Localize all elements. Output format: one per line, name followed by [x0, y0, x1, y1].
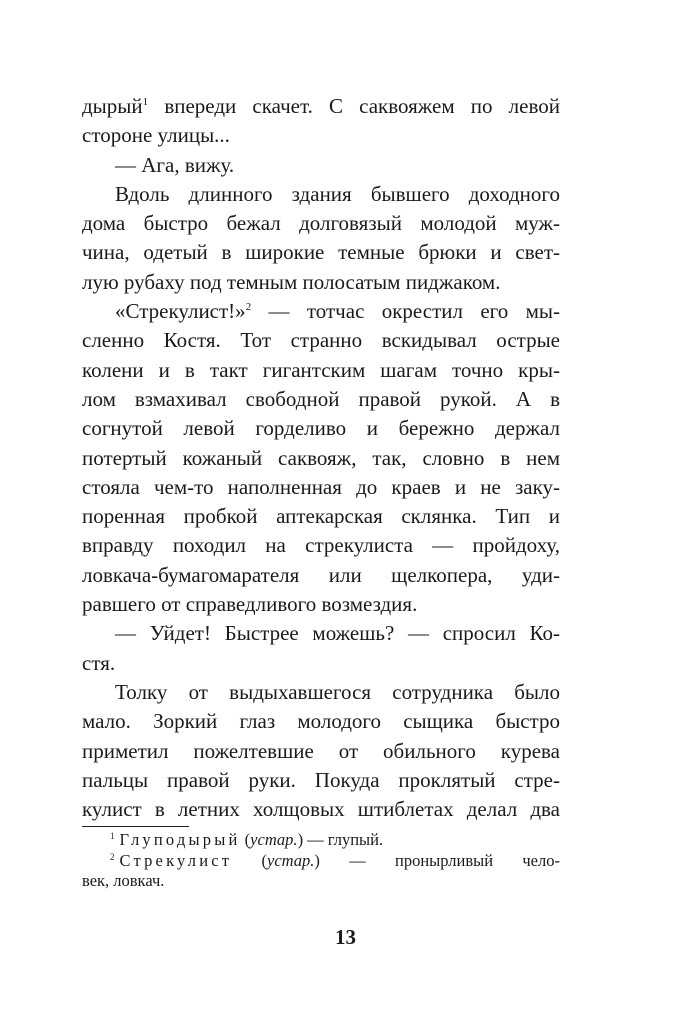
text-line: стороне улицы...: [82, 123, 230, 148]
text-line: — Уйдет! Быстрее можешь? — спросил Ко-: [115, 621, 560, 646]
text-line: дома быстро бежал долговязый молодой муж-: [82, 211, 560, 236]
footnotes: [82, 830, 560, 892]
text-line: Толку от выдыхавшегося сотрудника было: [115, 679, 560, 704]
text-line: стояла чем-то наполненная до краев и не заку-: [82, 474, 560, 499]
text-line: мало. Зоркий глаз молодого сыщика быстро: [82, 709, 560, 734]
text-line: сленно Костя. Тот странно вскидывал острые: [82, 328, 560, 353]
footnote-2: $^2$ Стрекулист (устар.) — пронырливый чело-: [110, 850, 560, 870]
text-line: лую рубаху под темным полосатым пиджаком.: [82, 269, 501, 294]
footnote-term: Глуподырый: [119, 830, 241, 849]
text-line: кулист в летних холщовых штиблетах делал два: [82, 797, 560, 822]
footnote-ref-1[interactable]: 1: [142, 96, 149, 108]
text-line: потертый кожаный саквояж, так, словно в нем: [82, 445, 560, 470]
text-line: вправду походил на стрекулиста — пройдоху,: [82, 533, 560, 558]
footnote-ref-2[interactable]: 2: [245, 301, 252, 314]
footnote-term: Стрекулист: [119, 850, 233, 870]
text-line: приметил пожелтевшие от обильного курева: [82, 738, 560, 763]
text-line: «Стрекулист!»$^2$ — тотчас окрестил его мы-: [115, 299, 560, 324]
text-line: колени и в такт гигантским шагам точно кры-: [82, 357, 560, 382]
text-line: лом взмахивал свободной правой рукой. А в: [82, 386, 560, 411]
text-line: согнутой левой горделиво и бережно держал: [82, 416, 560, 441]
text-line: дырый$^1$ впереди скачет. С саквояжем по левой: [82, 94, 560, 118]
page-number: 13: [335, 925, 356, 949]
text-line: ловкача-бумагомарателя или щелкопера, уди-: [82, 562, 560, 587]
main-text: [82, 92, 560, 824]
text-line: — Ага, вижу.: [115, 152, 235, 177]
text-line: поренная пробкой аптекарская склянка. Тип и: [82, 504, 560, 529]
footnote-1: $^1$ Глуподырый (устар.) — глупый.: [110, 830, 384, 849]
footnote-divider: [82, 826, 189, 827]
text-line: пальцы правой руки. Покуда проклятый стре-: [82, 767, 560, 792]
text-line: чина, одетый в широкие темные брюки и свет-: [82, 240, 560, 265]
text-line: стя.: [82, 650, 116, 675]
text-line: равшего от справедливого возмездия.: [82, 592, 418, 617]
text-line: Вдоль длинного здания бывшего доходного: [115, 181, 560, 206]
footnote-2-continuation: век, ловкач.: [82, 871, 165, 890]
